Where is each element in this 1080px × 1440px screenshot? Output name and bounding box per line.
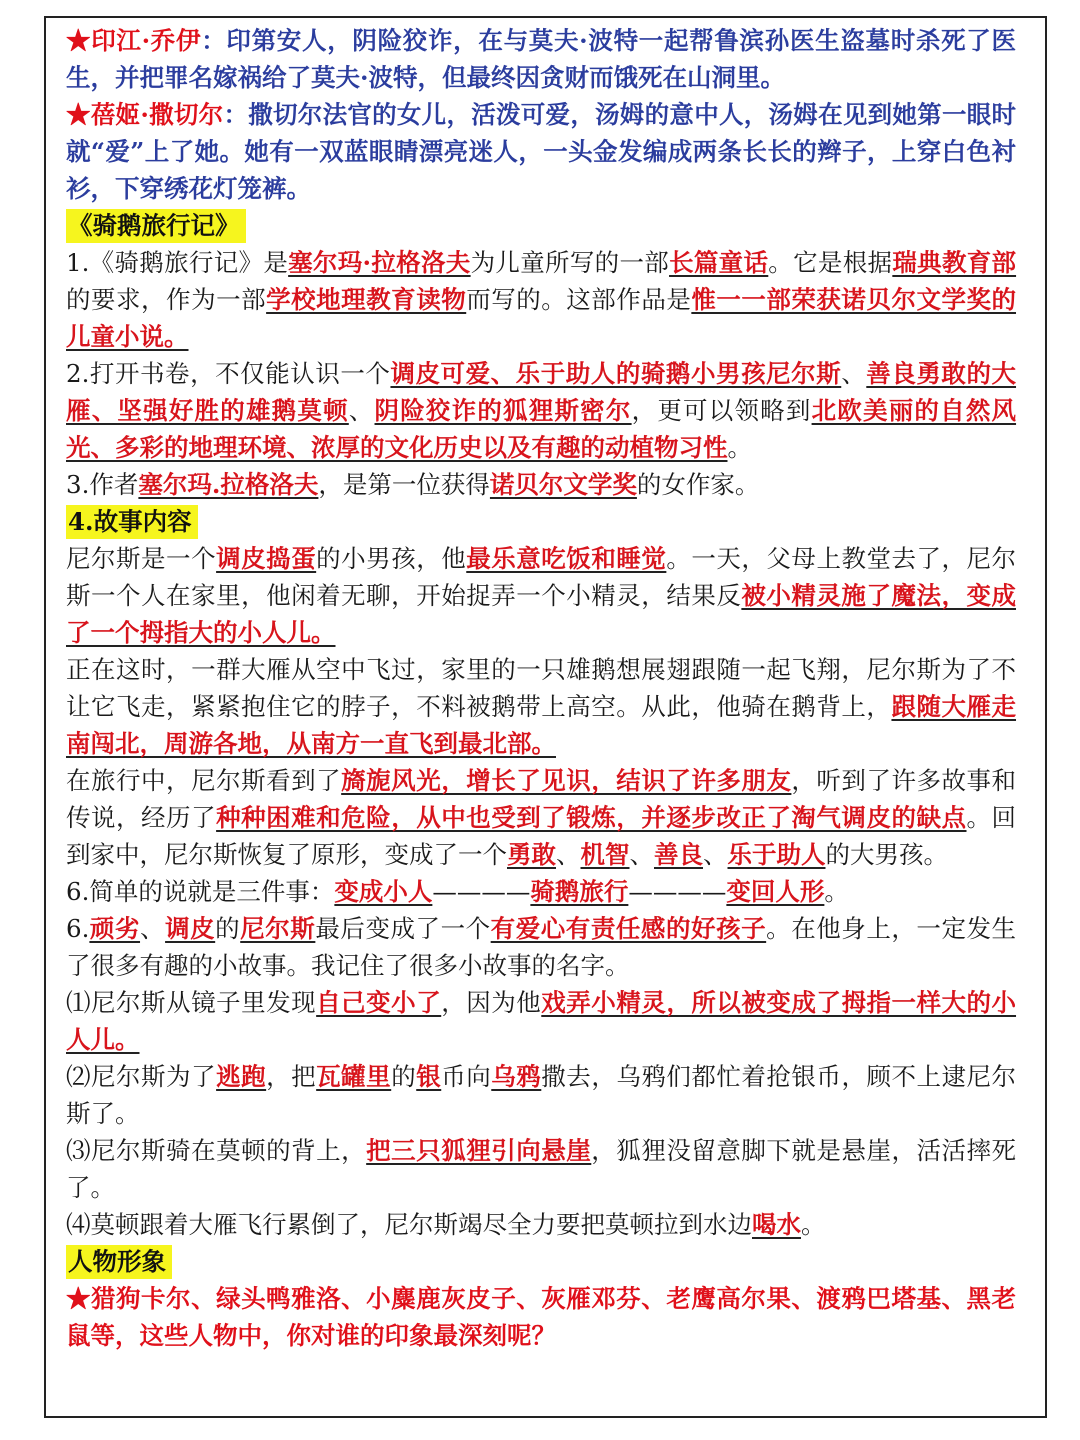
text: 2.打开书卷，不仅能认识一个 (66, 359, 391, 388)
text: 的 (215, 914, 241, 943)
key-term: 喝水 (752, 1210, 801, 1239)
story-paragraph-3 (66, 762, 1016, 873)
key-term: 变成小人 (334, 877, 433, 906)
text: 6.简单的说就是三件事： (66, 877, 335, 906)
paragraph-2 (66, 355, 1016, 466)
text: 、 (348, 396, 375, 425)
key-term: 戏弄小精灵，所以被变成了拇指一样大的小人儿。 (66, 988, 1017, 1054)
section-figures-row (66, 1243, 1016, 1280)
character-name: ★蓓姬·撒切尔 (66, 100, 224, 129)
text: 。 (824, 877, 849, 906)
character-description: ：撒切尔法官的女儿，活泼可爱，汤姆的意中人，汤姆在见到她第一眼时就“爱”上了她。她有一双蓝眼睛漂亮迷人，一头金发编成两条长长的辫子，上穿白色衬衫，下穿绣花灯笼裤。 (66, 100, 1017, 203)
text: 撒去，乌鸦们都忙着抢银币，顾不上逮尼尔斯了。 (66, 1062, 1017, 1128)
text: ★猎狗卡尔、绿头鸭雅洛、小麋鹿灰皮子、灰雁邓芬、老鹰高尔果、渡鸦巴塔基、黑老鼠等，这些人物中，你对谁的印象最深刻呢？ (66, 1284, 1016, 1350)
key-term: 被小精灵施了魔法，变成了一个拇指大的小人儿。 (66, 581, 1017, 647)
book-title: 《骑鹅旅行记》 (66, 209, 246, 243)
paragraph-6-character (66, 910, 1016, 984)
text: ，听到了许多故事和传说，经历了 (66, 766, 1017, 832)
story-paragraph-1 (66, 540, 1016, 651)
key-term: 诺贝尔文学奖 (489, 470, 637, 499)
key-term: 瑞典教育部 (892, 248, 1017, 277)
story-item-2 (66, 1058, 1016, 1132)
key-term: 调皮可爱、乐于助人的骑鹅小男孩尼尔斯 (390, 359, 842, 388)
character-becky-thatcher (66, 96, 1016, 207)
key-term: 善良 (654, 840, 703, 869)
paragraph-1 (66, 244, 1016, 355)
story-item-4 (66, 1206, 1016, 1243)
text: 。 (801, 1210, 826, 1239)
text: 。回到家中，尼尔斯恢复了原形，变成了一个 (66, 803, 1017, 869)
text: 、 (556, 840, 581, 869)
key-term: 自己变小了 (316, 988, 442, 1017)
text: 、 (703, 840, 728, 869)
text: 尼尔斯是一个 (66, 544, 217, 573)
document-body (66, 22, 1016, 1354)
text: 1.《骑鹅旅行记》是 (66, 248, 289, 277)
text: 、 (841, 359, 867, 388)
text: 、 (140, 914, 166, 943)
key-term: 善良勇敢的大雁、坚强好胜的雄鹅莫顿 (66, 359, 1017, 425)
key-term: 最乐意吃饭和睡觉 (466, 544, 667, 573)
key-term: 北欧美丽的自然风光、多彩的地理环境、浓厚的文化历史以及有趣的动植物习性 (66, 396, 1017, 462)
key-term: 逃跑 (216, 1062, 267, 1091)
figures-paragraph (66, 1280, 1016, 1354)
text: 而写的。这部作品是 (466, 285, 692, 314)
key-term: 乐于助人 (727, 840, 826, 869)
text: 在旅行中，尼尔斯看到了 (66, 766, 342, 795)
key-term: 瓦罐里 (316, 1062, 392, 1091)
key-term: 乌鸦 (491, 1062, 542, 1091)
story-paragraph-2 (66, 651, 1016, 762)
key-term: 勇敢 (507, 840, 556, 869)
character-name: ★印江·乔伊 (66, 26, 202, 55)
key-term: 调皮 (165, 914, 216, 943)
text: ，因为他 (441, 988, 542, 1017)
key-term: 把三只狐狸引向悬崖 (366, 1136, 592, 1165)
story-item-1 (66, 984, 1016, 1058)
key-term: 尼尔斯 (240, 914, 316, 943)
text: 正在这时，一群大雁从空中飞过，家里的一只雄鹅想展翅跟随一起飞翔，尼尔斯为了不让它飞走，紧紧抱住它的脖子，不料被鹅带上高空。从此，他骑在鹅背上， (66, 655, 1016, 721)
text: 。一天，父母上教堂去了，尼尔斯一个人在家里，他闲着无聊，开始捉弄一个小精灵，结果反 (66, 544, 1017, 610)
section-heading: 4.故事内容 (66, 505, 198, 539)
key-term: 长篇童话 (669, 248, 769, 277)
text: 。 (727, 433, 752, 462)
text: 。它是根据 (768, 248, 893, 277)
text: ⑴尼尔斯从镜子里发现 (66, 988, 317, 1017)
text: 币向 (441, 1062, 492, 1091)
dash: ———— (628, 877, 727, 906)
key-term: 有爱心有责任感的好孩子 (490, 914, 767, 943)
text: ⑷莫顿跟着大雁飞行累倒了，尼尔斯竭尽全力要把莫顿拉到水边 (66, 1210, 752, 1239)
key-term: 调皮捣蛋 (216, 544, 317, 573)
book-title-row (66, 207, 1016, 244)
paragraph-6-summary (66, 873, 1016, 910)
text: ⑵尼尔斯为了 (66, 1062, 217, 1091)
paragraph-3 (66, 466, 1016, 503)
text: 最后变成了一个 (315, 914, 491, 943)
text: 。在他身上，一定发生了很多有趣的小故事。我记住了很多小故事的名字。 (66, 914, 1017, 980)
text: 为儿童所写的一部 (470, 248, 670, 277)
text: 的 (391, 1062, 417, 1091)
text: 的小男孩，他 (316, 544, 467, 573)
story-item-3 (66, 1132, 1016, 1206)
text: ，把 (266, 1062, 317, 1091)
text: 6. (66, 914, 90, 943)
key-term: 旖旎风光，增长了见识，结识了许多朋友 (341, 766, 792, 795)
key-term: 种种困难和危险，从中也受到了锻炼，并逐步改正了淘气调皮的缺点 (216, 803, 967, 832)
character-description: ：印第安人，阴险狡诈，在与莫夫·波特一起帮鲁滨孙医生盗墓时杀死了医生，并把罪名嫁祸给了莫夫·波特，但最终因贪财而饿死在山洞里。 (66, 26, 1017, 92)
key-term: 机智 (580, 840, 630, 869)
key-term: 塞尔玛·拉格洛夫 (288, 248, 471, 277)
key-term: 顽劣 (89, 914, 141, 943)
character-injun-joe (66, 22, 1016, 96)
key-term: 变回人形 (726, 877, 825, 906)
text: ，更可以领略到 (631, 396, 812, 425)
section-heading: 人物形象 (66, 1245, 172, 1279)
text: 3.作者 (66, 470, 139, 499)
text: 的大男孩。 (825, 840, 948, 869)
text: 的女作家。 (636, 470, 760, 499)
key-term: 骑鹅旅行 (530, 877, 629, 906)
text: ⑶尼尔斯骑在莫顿的背上， (66, 1136, 367, 1165)
key-term: 阴险狡诈的狐狸斯密尔 (374, 396, 632, 425)
text: 的要求，作为一部 (66, 285, 267, 314)
key-term: 跟随大雁走南闯北，周游各地，从南方一直飞到最北部。 (66, 692, 1017, 758)
key-term: 银 (416, 1062, 442, 1091)
key-term: 惟一一部荣获诺贝尔文学奖的儿童小说。 (66, 285, 1017, 351)
dash: ———— (432, 877, 531, 906)
key-term: 学校地理教育读物 (266, 285, 467, 314)
text: ，狐狸没留意脚下就是悬崖，活活摔死了。 (66, 1136, 1017, 1202)
section-story-row (66, 503, 1016, 540)
key-term: 塞尔玛.拉格洛夫 (138, 470, 319, 499)
text: ，是第一位获得 (318, 470, 490, 499)
text: 、 (629, 840, 654, 869)
